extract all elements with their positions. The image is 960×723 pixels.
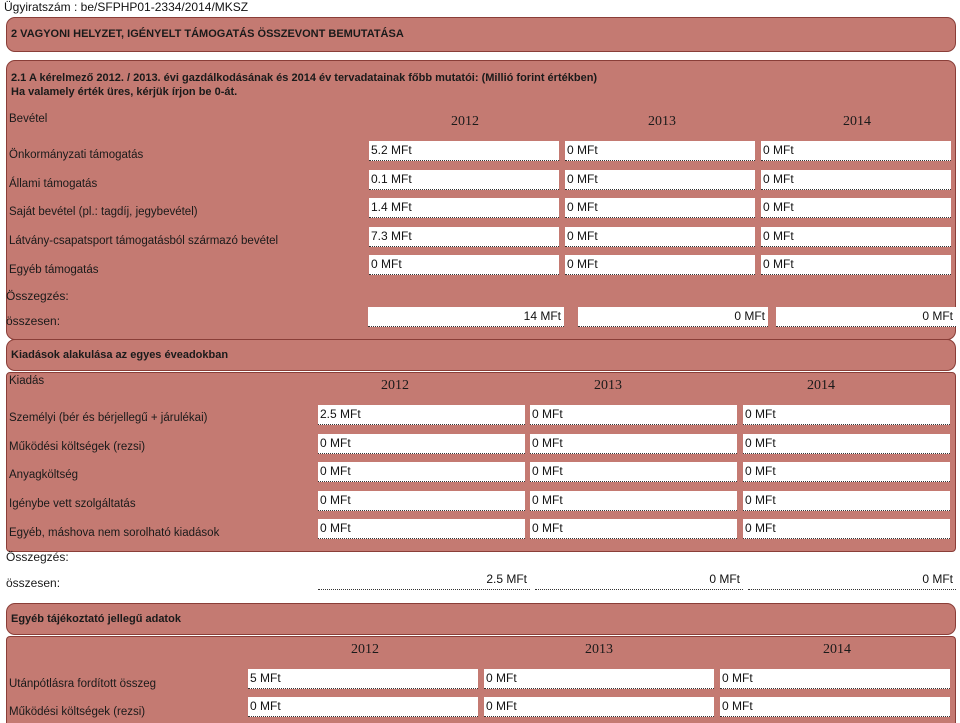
expense-2014-field[interactable]: 0 MFt [743,462,950,482]
section-title: 2 VAGYONI HELYZET, IGÉNYELT TÁMOGATÁS ÖSSZEVONT BEMUTATÁSA [11,28,404,40]
other-year-2012: 2012 [351,642,379,657]
expense-total-2012: 2.5 MFt [318,570,530,590]
expense-2012-field[interactable]: 0 MFt [318,491,525,511]
expense-2013-field[interactable]: 0 MFt [530,491,737,511]
other-title-bar [6,603,956,635]
document-reference: Ügyiratszám : be/SFPHP01-2334/2014/MKSZ [4,0,249,14]
expense-title-bar [6,339,956,371]
income-2014-field[interactable]: 0 MFt [761,227,951,247]
expense-year-2013: 2013 [594,378,622,393]
section-title-bar [6,17,956,52]
income-row-label: Önkormányzati támogatás [9,149,144,161]
income-total-label: összesen: [6,314,61,328]
expense-panel [6,372,956,552]
income-panel [6,60,956,340]
expense-2012-field[interactable]: 0 MFt [318,462,525,482]
income-year-2013: 2013 [648,114,676,129]
expense-row-label: Személyi (bér és bérjellegű + járulékai) [9,412,208,424]
income-2014-field[interactable]: 0 MFt [761,141,951,161]
income-2014-field[interactable]: 0 MFt [761,255,951,275]
other-row-label: Utánpótlásra fordított összeg [9,678,157,690]
expense-total-2013: 0 MFt [535,570,743,590]
income-heading: Bevétel [9,113,48,125]
expense-2014-field[interactable]: 0 MFt [743,405,950,425]
income-year-2012: 2012 [451,114,479,129]
expense-year-2012: 2012 [381,378,409,393]
other-year-2014: 2014 [823,642,851,657]
expense-summary-label: Összegzés: [6,550,69,564]
income-2013-field[interactable]: 0 MFt [565,227,755,247]
income-2012-field[interactable]: 0.1 MFt [369,170,559,190]
expense-2014-field[interactable]: 0 MFt [743,491,950,511]
income-2012-field[interactable]: 5.2 MFt [369,141,559,161]
expense-2013-field[interactable]: 0 MFt [530,462,737,482]
income-row-label: Látvány-csapatsport támogatásból származó bevétel [9,235,279,247]
income-2013-field[interactable]: 0 MFt [565,141,755,161]
income-row-label: Egyéb támogatás [9,264,99,276]
income-year-2014: 2014 [843,114,871,129]
expense-2014-field[interactable]: 0 MFt [743,434,950,454]
income-2013-field[interactable]: 0 MFt [565,255,755,275]
expense-row-label: Igénybe vett szolgáltatás [9,498,136,510]
expense-2012-field[interactable]: 2.5 MFt [318,405,525,425]
income-2014-field[interactable]: 0 MFt [761,198,951,218]
expense-title: Kiadások alakulása az egyes éveadokban [11,349,229,361]
other-2014-field[interactable]: 0 MFt [720,669,950,689]
income-summary-label: Összegzés: [6,289,69,303]
other-2012-field[interactable]: 5 MFt [248,669,478,689]
expense-2012-field[interactable]: 0 MFt [318,434,525,454]
expense-2012-field[interactable]: 0 MFt [318,519,525,539]
expense-row-label: Anyagköltség [9,469,79,481]
other-2014-field[interactable]: 0 MFt [720,697,950,717]
other-title: Egyéb tájékoztató jellegű adatok [11,613,181,625]
income-2012-field[interactable]: 0 MFt [369,255,559,275]
expense-2013-field[interactable]: 0 MFt [530,405,737,425]
other-2012-field[interactable]: 0 MFt [248,697,478,717]
income-total-2012: 14 MFt [368,307,564,327]
other-year-2013: 2013 [585,642,613,657]
income-total-2014: 0 MFt [776,307,956,327]
income-2014-field[interactable]: 0 MFt [761,170,951,190]
income-2012-field[interactable]: 1.4 MFt [369,198,559,218]
income-2013-field[interactable]: 0 MFt [565,198,755,218]
expense-row-label: Egyéb, máshova nem sorolható kiadások [9,527,220,539]
expense-2013-field[interactable]: 0 MFt [530,434,737,454]
expense-row-label: Működési költségek (rezsi) [9,441,146,453]
income-2013-field[interactable]: 0 MFt [565,170,755,190]
other-row-label: Működési költségek (rezsi) [9,706,146,718]
other-2013-field[interactable]: 0 MFt [484,697,714,717]
income-row-label: Állami támogatás [9,178,98,190]
expense-total-label: összesen: [6,576,61,590]
subsection-note: Ha valamely érték üres, kérjük írjon be 0-át. [11,86,238,98]
expense-2013-field[interactable]: 0 MFt [530,519,737,539]
subsection-heading: 2.1 A kérelmező 2012. / 2013. évi gazdálkodásának és 2014 év tervadatainak főbb mutatói: (Millió forint értékben) [11,72,598,84]
expense-heading: Kiadás [9,375,45,387]
income-2012-field[interactable]: 7.3 MFt [369,227,559,247]
expense-2014-field[interactable]: 0 MFt [743,519,950,539]
other-2013-field[interactable]: 0 MFt [484,669,714,689]
other-panel [6,636,956,723]
expense-total-2014: 0 MFt [748,570,956,590]
income-row-label: Saját bevétel (pl.: tagdíj, jegybevétel) [9,206,198,218]
expense-year-2014: 2014 [807,378,835,393]
income-total-2013: 0 MFt [578,307,768,327]
